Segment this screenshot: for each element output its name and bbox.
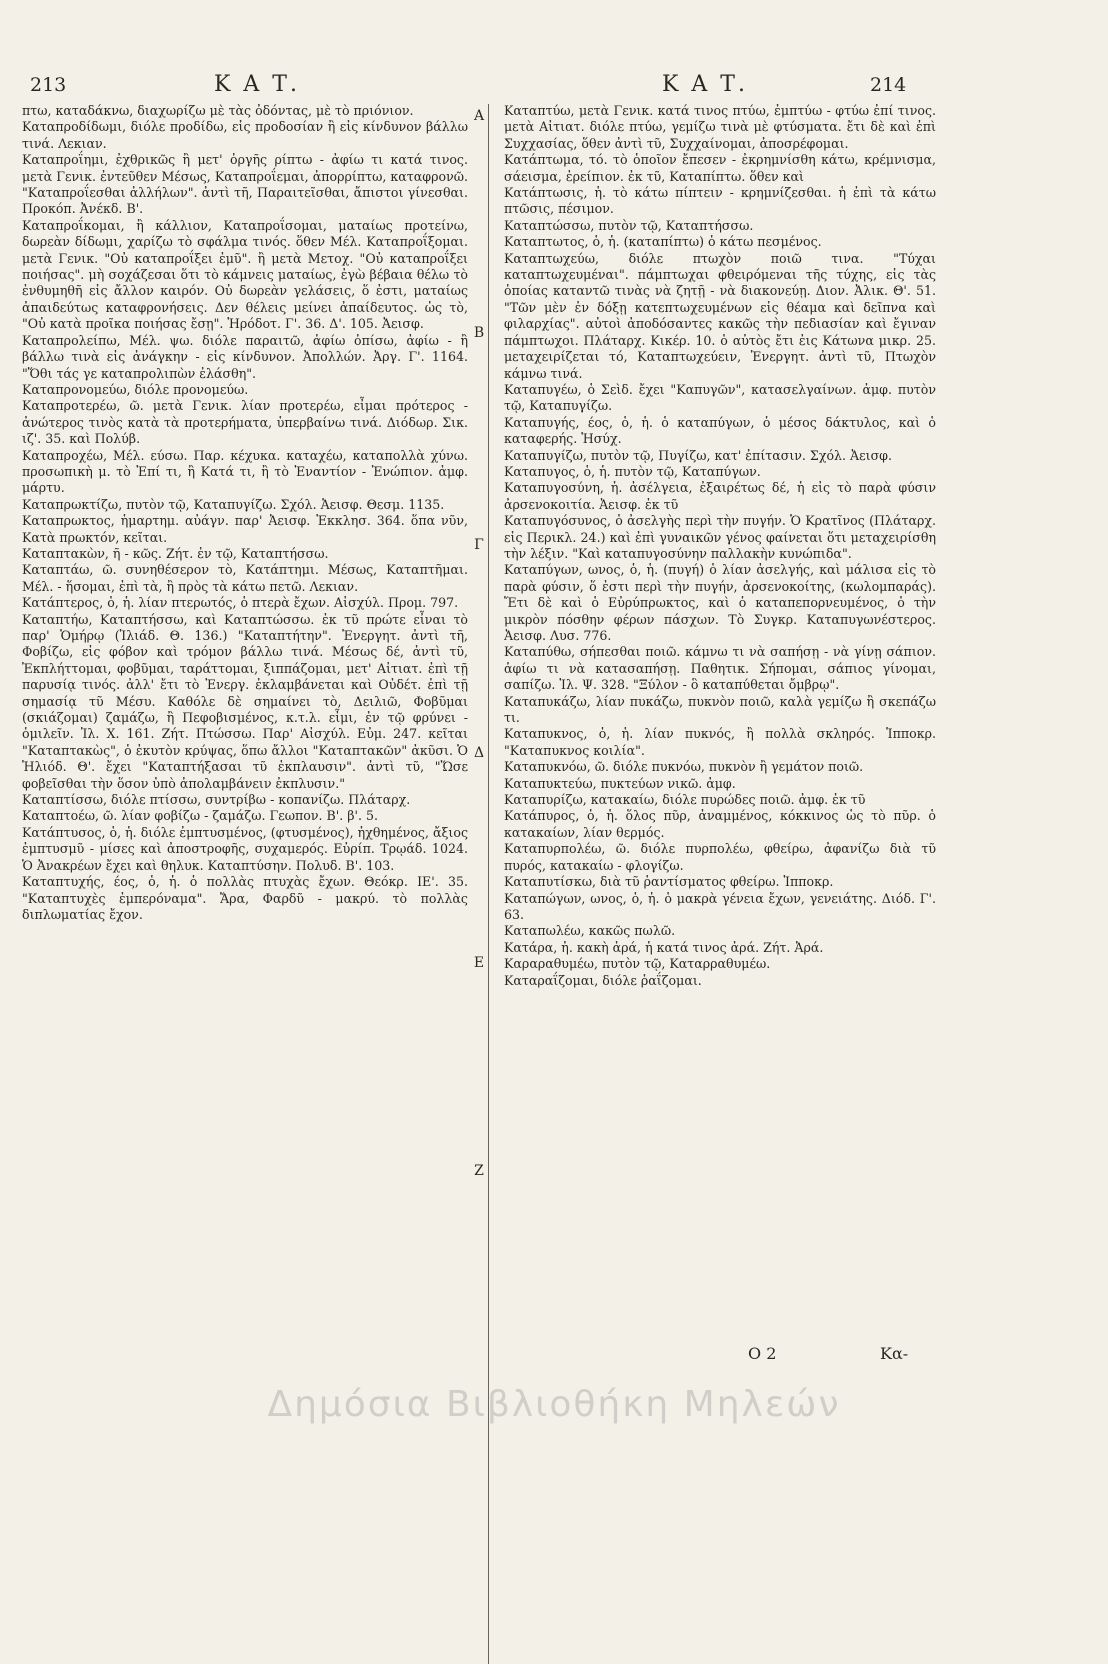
dictionary-entry: Καταπυκνος, ὁ, ἡ. λίαν πυκνός, ἢ πολλὰ σκληρός. Ἱπποκρ. "Καταπυκνος κοιλία". (504, 726, 936, 758)
dictionary-entry: Καταπροΐκομαι, ἢ κάλλιον, Καταπροΐσομαι, ματαίως προτείνω, δωρεὰν δίδωμι, χαρίζω τὸ σφάλμα τινός. ὅθεν Μέλ. Καταπροΐξομαι. μετὰ Γενικ. "Οὐ καταπροΐξει ἐμῦ". ἢ μετὰ Μετοχ. "Οὐ καταπροΐξει ποιήσας". μὴ σοχάζεσαι ὅτι τὸ κάμνεις ματαίως, ἐγὼ βέβαια θέλω τὸ ἐνθυμηθῆ εἰς ἄλλον καιρόν. Οὐ δωρεὰν γελάσεις, ὅ ἐστι, ματαίως ἀπαιδεύτως καταφρονήσεις. Δεν θέλεις μείνει ἀπαίδευτος. ὡς τὸ, "Οὐ κατὰ προῖκα ποιήσας ἔσῃ". Ἡρόδοτ. Γ'. 36. Δ'. 105. Ἀεισφ. (22, 217, 468, 332)
right-running-head: Κ Α Τ. (662, 72, 748, 97)
dictionary-entry: Καταπροδίδωμι, διόλε προδίδω, εἰς προδοσίαν ἢ εἰς κίνδυνον βάλλω τινά. Λεκιαν. (22, 119, 468, 151)
dictionary-entry: Καταπρωκτίζω, πυτὸν τῷ, Καταπυγίζω. Σχόλ. Ἀεισφ. Θεσμ. 1135. (22, 496, 445, 512)
dictionary-entry: πτω, καταδάκνω, διαχωρίζω μὲ τὰς ὀδόντας, μὲ τὸ πριόνιον. (22, 103, 414, 118)
dictionary-entry: Κατάπτωμα, τό. τὸ ὁποῖον ἔπεσεν - ἐκρημνίσθη κάτω, κρέμνισμα, σάεισμα, ἐρείπιον. ἐκ τῦ, Καταπίπτω. ὅθεν καὶ (504, 152, 936, 184)
dictionary-entry: Καταπυγέω, ὁ Σεὶδ. ἔχει "Καπυγῶν", κατασελγαίνων. ἀμφ. πυτὸν τῷ, Καταπυγίζω. (504, 381, 936, 414)
dictionary-entry: Καταπτίσσω, διόλε πτίσσω, συντρίβω - κοπανίζω. Πλάταρχ. (22, 792, 411, 808)
column-divider (488, 104, 489, 1664)
dictionary-entry: Καταπυγόσυνος, ὁ ἀσελγὴς περὶ τὴν πυγήν. Ὁ Κρατῖνος (Πλάταρχ. εἰς Περικλ. 24.) καὶ ἐπὶ γυναικῶν γένος φαίνεται ὅτι μεταχειρίσθη τὴν λέξιν. "Καὶ καταπυγοσύνην παλλακὴν κυνώπιδα". (504, 513, 936, 561)
dictionary-entry: Κατάπτερος, ὁ, ἡ. λίαν πτερωτός, ὁ πτερὰ ἔχων. Αἰσχύλ. Προμ. 797. (22, 595, 459, 611)
dictionary-entry: Καταπύγων, ωνος, ὁ, ἡ. (πυγή) ὁ λίαν ἀσελγής, καὶ μάλισα εἰς τὸ παρὰ φύσιν, ὅ ἐστι περὶ τὴν πυγήν, ἀρσενοκοίτης, (κωλομπαράς). Ἔτι δὲ καὶ ὁ Εὐρύπρωκτος, καὶ ὁ καταπεπορνευμένος, ὁ τὴν μικρὸν πόσθην φέρων πάσχων. Τὸ Συγκρ. Καταπυγωνέστερος. Ἀεισφ. Λυσ. 776. (504, 562, 936, 643)
column-marker: Α (473, 108, 485, 124)
dictionary-entry: Καταπυρπολέω, ῶ. διόλε πυρπολέω, φθείρω, ἀφανίζω διὰ τῦ πυρός, κατακαίω - φλογίζω. (504, 841, 936, 873)
dictionary-entry: Καταπυκάζω, λίαν πυκάζω, πυκνὸν ποιῶ, καλὰ γεμίζω ἢ σκεπάζω τι. (504, 693, 936, 726)
dictionary-entry: Καταπτωχεύω, διόλε πτωχὸν ποιῶ τινα. "Τύχαι καταπτωχευμέναι". πάμπτωχαι φθειρόμεναι τῆς τύχης, εἰς τὰς ὁποίας καταντῶ τινὰς νὰ ζητῇ - νὰ διακονεύῃ. Διον. Ἀλικ. Θ'. 51. "Τῶν μὲν ἐν δόξῃ κατεπτωχευμένων εἰς θέαμα καὶ δεῖπνα καὶ φιλαρχίας". αὐτοὶ ἀποδόσαντες κακῶς τὴν πεδιασίαν καὶ ἔγιναν πάμπτωχοι. Πλάταρχ. Κικέρ. 10. ὁ αὐτὸς ἔτι ἐις Κάτωνα μικρ. 25. μεταχειρίζεται τό, Καταπτωχεύειν, Ἐνεργητ. ἀντὶ τῦ, Πτωχὸν κάμνω τινά. (504, 250, 936, 381)
dictionary-entry: Καταπυκνόω, ῶ. διόλε πυκνόω, πυκνὸν ἢ γεμάτον ποιῶ. (504, 759, 864, 775)
library-watermark: Δημόσια Βιβλιοθήκη Μηλεών (267, 1384, 841, 1425)
dictionary-entry: Καταπροτερέω, ῶ. μετὰ Γενικ. λίαν προτερέω, εἶμαι πρότερος - ἀνώτερος τινὸς κατὰ τὰ προτερήματα, ὑπερβαίνω τινά. Διόδωρ. Σικ. ιζ'. 35. καὶ Πολύβ. (22, 398, 468, 447)
dictionary-entry: Καταπυγής, έος, ὁ, ἡ. ὁ καταπύγων, ὁ μέσος δάκτυλος, καὶ ὁ καταφερής. Ἡσύχ. (504, 414, 936, 447)
dictionary-entry: Καταπτήω, Καταπτήσσω, καὶ Καταπτώσσω. ἐκ τῦ πρώτε εἶναι τὸ παρ' Ὁμήρῳ (Ἰλιάδ. Θ. 136.) "Καταπτήτην". Ἐνεργητ. ἀντὶ τῆ, Φοβίζω, εἰς φόβον καὶ τρόμον βάλλω τινά. Μέσως δέ, ἀντὶ τῦ, Ἐκπλήττομαι, φοβῦμαι, ταράττομαι, ξιππάζομαι, μετ' Αἰτιατ. ἐπὶ τῇ παρυσίᾳ τινός. ἀλλ' ἔτι τὸ Ἐνεργ. ἐκλαμβάνεται καὶ Οὐδέτ. ἐπὶ τῇ σημασίᾳ τῦ Μέσυ. Καθόλε δὲ σημαίνει τὸ, Δειλιῶ, Φοβῦμαι (σκιάζομαι) ζαμάζω, ἢ Πεφοβισμένος, κ.τ.λ. εἶμι, ἐν τῷ φρύνει - ὁμιλεῖν. Ἰλ. Χ. 161. Ζήτ. Πτώσσω. Παρ' Αἰσχύλ. Εὐμ. 247. κεῖται "Καταπτακὼς", ὁ ἐκυτὸν κρύψας, ὅπω ἄλλοι "Καταπτακῶν" ἀκῦσι. Ὁ Ἠλιόδ. Θ'. ἔχει "Καταπτήξασαι τῦ ἐκπλαυσιν". ἀντὶ τῦ, "Ὥσε φοβεῖσθαι τὴν ὅσον ὑπὸ ἀπολαμβάνειν ἐκπλυσιν." (22, 611, 468, 791)
dictionary-entry: Κατάπτυσος, ὁ, ἡ. διόλε ἐμπτυσμένος, (φτυσμένος), ἠχθημένος, ἄξιος ἐμπτυσμῦ - μίσες καὶ ἀποστροφῆς, συχαμερός. Εὐρίπ. Τρῳάδ. 1024. Ὁ Ἀνακρέων ἔχει καὶ θηλυκ. Καταπτύσην. Πολυδ. Β'. 103. (22, 824, 468, 873)
dictionary-entry: Κατάρα, ἡ. κακὴ ἀρά, ἡ κατά τινος ἀρά. Ζήτ. Ἀρά. (504, 939, 824, 955)
dictionary-entry: Καταπτακὼν, ῆ - κῶς. Ζήτ. ἐν τῷ, Καταπτήσσω. (22, 545, 329, 561)
signature-mark: Ο 2 (748, 1344, 777, 1363)
dictionary-entry: Καταπροΐημι, ἐχθρικῶς ἢ μετ' ὀργῆς ρίπτω - ἀφίω τι κατά τινος. μετὰ Γενικ. ἐντεῦθεν Μέσως, Καταπροΐεμαι, ἀπορρίπτω, καταφρονῶ. "Καταπροΐεσθαι ἀλλήλων". ἀντὶ τῆ, Παραιτεῖσθαι, ἄπιστοι γίνεσθαι. Προκόπ. Ἀνέκδ. Β'. (22, 152, 468, 217)
dictionary-entry: Καταπωλέω, κακῶς πωλῶ. (504, 923, 676, 939)
column-marker: Β (473, 325, 485, 341)
dictionary-entry: Καταπυτίσκω, διὰ τῦ ῥαντίσματος φθείρω. Ἱπποκρ. (504, 874, 834, 890)
column-marker: Ε (473, 955, 485, 971)
dictionary-entry: Καταπτώσσω, πυτὸν τῷ, Καταπτήσσω. (504, 217, 754, 233)
left-column (22, 103, 468, 923)
right-page-number: 214 (870, 74, 907, 96)
dictionary-entry: Καταπτωτος, ὁ, ἡ. (καταπίπτω) ὁ κάτω πεσμένος. (504, 234, 822, 250)
dictionary-entry: Καταπώγων, ωνος, ὁ, ἡ. ὁ μακρὰ γένεια ἔχων, γενειάτης. Διόδ. Γ'. 63. (504, 890, 936, 922)
column-marker: Ζ (474, 1163, 484, 1179)
dictionary-entry: Καταπρωκτος, ἡμαρτημ. αὐάγν. παρ' Ἀεισφ. Ἐκκλησ. 364. ὅπα νῦν, Κατὰ πρωκτόν, κεῖται. (22, 513, 468, 545)
dictionary-entry: Καταπυγίζω, πυτὸν τῷ, Πυγίζω, κατ' ἐπίτασιν. Σχόλ. Ἀεισφ. (504, 447, 893, 463)
dictionary-entry: Καταπροχέω, Μέλ. εύσω. Παρ. κέχυκα. καταχέω, καταπολλὰ χύνω. προσωπικὴ μ. τὸ Ἐπί τι, ἢ Κατά τι, ἢ τὸ Ἐναντίον - Ἐνώπιον. ἀμφ. μάρτυ. (22, 447, 468, 496)
left-page-number: 213 (30, 74, 67, 96)
dictionary-entry: Καταπυκτεύω, πυκτεύων νικῶ. ἀμφ. (504, 775, 736, 791)
column-marker: Γ (474, 537, 484, 553)
dictionary-entry: Καραραθυμέω, πυτὸν τῷ, Καταρραθυμέω. (504, 956, 771, 972)
dictionary-entry: Καταπτάω, ῶ. συνηθέσερον τὸ, Κατάπτημι. Μέσως, Καταπτῆμαι. Μέλ. - ἥσομαι, ἐπὶ τὰ, ἢ πρὸς τὰ κάτω πετῶ. Λεκιαν. (22, 562, 468, 594)
left-running-head: Κ Α Τ. (214, 72, 300, 97)
dictionary-entry: Κατάπυρος, ὁ, ἡ. ὅλος πῦρ, ἀναμμένος, κόκκινος ὡς τὸ πῦρ. ὁ κατακαίων, λίαν θερμός. (504, 808, 936, 840)
dictionary-entry: Καταπτύω, μετὰ Γενικ. κατά τινος πτύω, ἐμπτύω - φτύω ἐπί τινος. μετὰ Αἰτιατ. διόλε πτύω, γεμίζω τινὰ μὲ φτύσματα. ἔτι δὲ καὶ ἐπὶ Συχχασίας, ὅθεν ἀντὶ τῦ, Συχχαίνομαι, ἀποσρέφομαι. (504, 103, 936, 151)
dictionary-entry: Καταπτυχής, έος, ὁ, ἡ. ὁ πολλὰς πτυχὰς ἔχων. Θεόκρ. ΙΕ'. 35. "Καταπτυχὲς ἐμπερόναμα". Ἄρα, Φαρδῦ - μακρύ. τὸ πολλὰς διπλωματίας ἔχον. (22, 874, 468, 922)
dictionary-entry: Καταπρολείπω, Μέλ. ψω. διόλε παραιτῶ, ἀφίω ὀπίσω, ἀφίω - ἢ βάλλω τινὰ εἰς ἀνάγκην - εἰς κίνδυνον. Ἀπολλών. Ἀργ. Γ'. 1164. "Ὅθι τάς γε καταπρολιπὼν ἐλάσθη". (22, 332, 468, 381)
dictionary-entry: Καταπρονομεύω, διόλε προνομεύω. (22, 381, 249, 397)
dictionary-entry: Καταπτοέω, ῶ. λίαν φοβίζω - ζαμάζω. Γεωπον. Β'. β'. 5. (22, 808, 379, 824)
catchword: Κα- (880, 1344, 909, 1363)
column-marker: Δ (473, 745, 485, 761)
dictionary-entry: Κατάπτωσις, ἡ. τὸ κάτω πίπτειν - κρημνίζεσθαι. ἡ ἐπὶ τὰ κάτω πτῶσις, πέσιμον. (504, 185, 936, 217)
dictionary-entry: Καταραΐζομαι, διόλε ῥαΐζομαι. (504, 972, 702, 988)
right-column (504, 103, 936, 989)
dictionary-entry: Καταπύθω, σήπεσθαι ποιῶ. κάμνω τι νὰ σαπήσῃ - νὰ γίνῃ σάπιον. ἀφίω τι νὰ κατασαπήσῃ. Παθητικ. Σήπομαι, σάπιος γίνομαι, σαπίζω. Ἰλ. Ψ. 328. "Ξύλον - ὃ καταπύθεται ὄμβρῳ". (504, 644, 936, 693)
dictionary-entry: Καταπυρίζω, κατακαίω, διόλε πυρώδες ποιῶ. ἀμφ. ἐκ τῦ (504, 792, 866, 808)
dictionary-entry: Καταπυγος, ὁ, ἡ. πυτὸν τῷ, Καταπύγων. (504, 463, 761, 479)
dictionary-entry: Καταπυγοσύνη, ἡ. ἀσέλγεια, ἐξαιρέτως δέ, ἡ εἰς τὸ παρὰ φύσιν ἀρσενοκοιτία. Ἀεισφ. ἐκ τῦ (504, 480, 936, 512)
